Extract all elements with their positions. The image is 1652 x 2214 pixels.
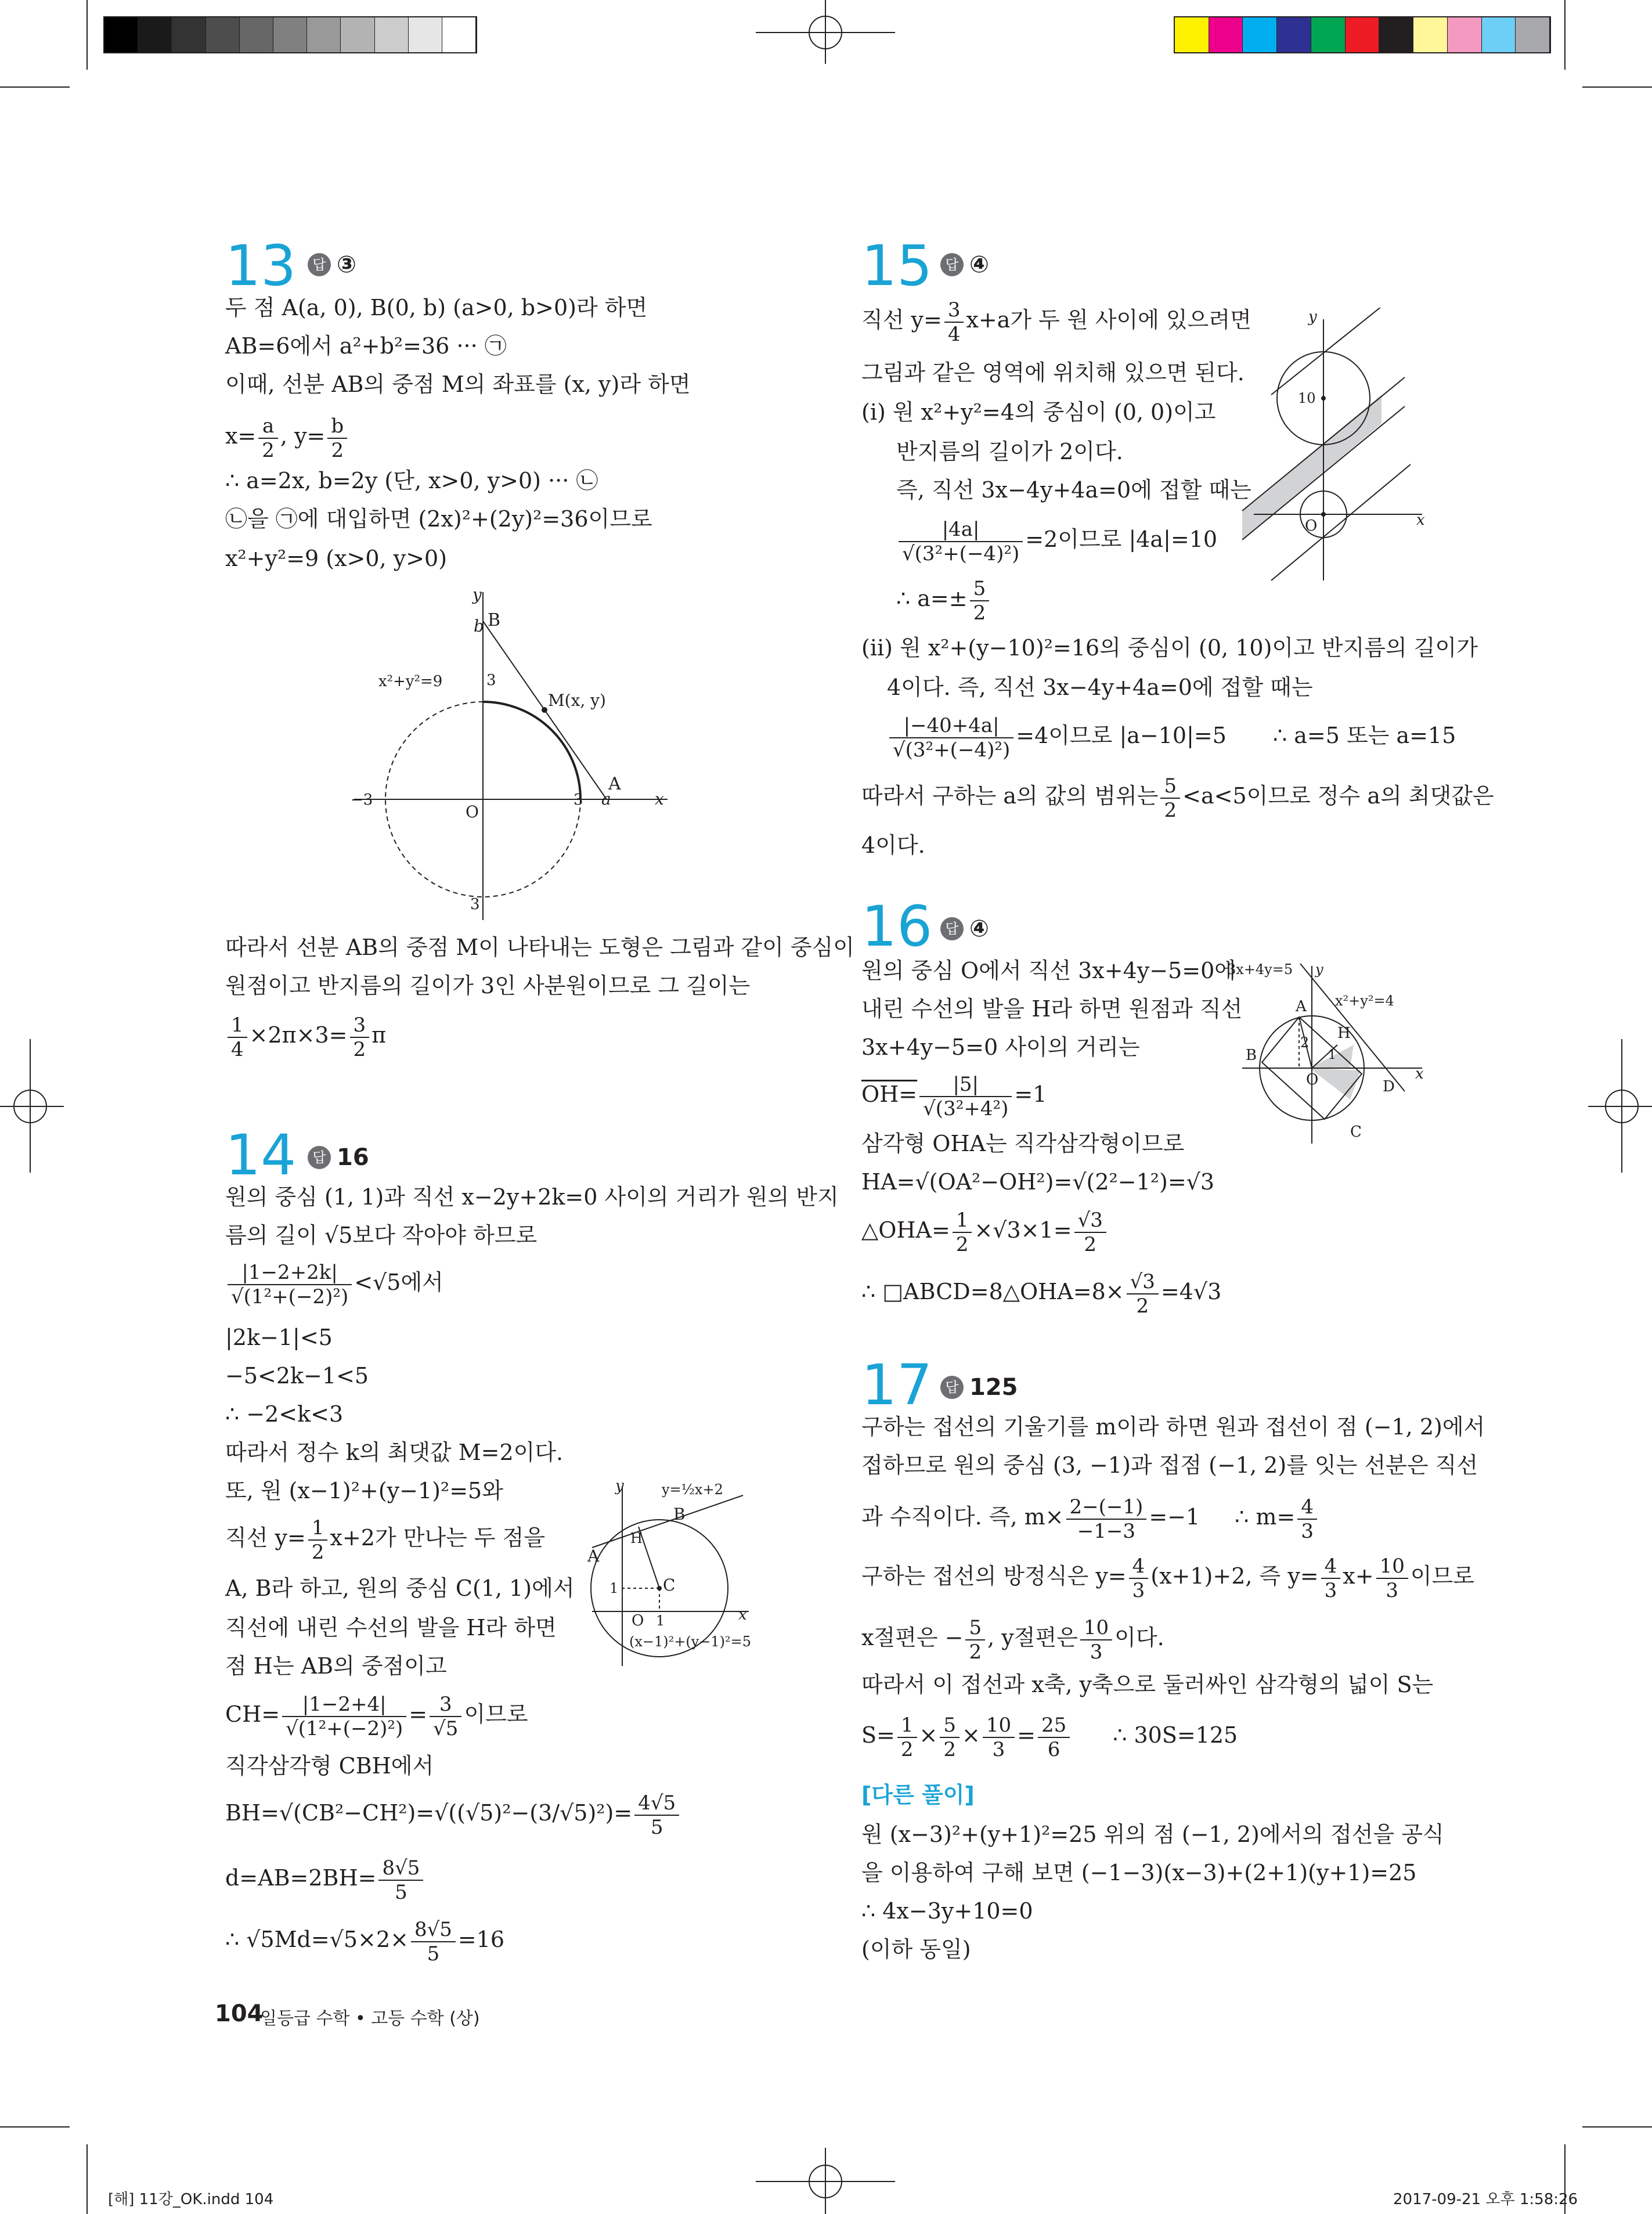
- text: ∴ a=±: [896, 586, 968, 611]
- answer-badge: 답: [940, 253, 964, 276]
- text: <√5에서: [354, 1270, 443, 1295]
- text: ×√3×1=: [974, 1217, 1072, 1243]
- text: 직선 y=: [861, 307, 942, 333]
- answer-badge: 답: [308, 253, 331, 276]
- text-line: 름의 길이 √5보다 작아야 하므로: [225, 1223, 538, 1248]
- fig-label: x: [655, 789, 664, 809]
- fraction: $\frac{|1-2+2k|}{\text{√(1²+(−2)²)}}$: [228, 1261, 352, 1308]
- answer-value: ④: [969, 915, 989, 942]
- text: 이다.: [1114, 1625, 1164, 1650]
- text-line: 을 이용하여 구해 보면 (−1−3)(x−3)+(2+1)(y+1)=25: [861, 1860, 1417, 1885]
- text: ∴ 30S=125: [1113, 1722, 1238, 1748]
- fig-label: O: [466, 802, 479, 821]
- text: ∴ √5Md=√5×2×: [225, 1927, 409, 1952]
- text-line: x²+y²=9 (x>0, y>0): [225, 546, 448, 571]
- text: (x+1)+2, 즉 y=: [1150, 1563, 1319, 1589]
- fraction: $\frac{b}{2}$: [327, 414, 347, 462]
- figure-circle-rectangle: [1219, 952, 1434, 1149]
- figure-circle-chord: [575, 1474, 807, 1672]
- fraction: $\frac{4}{3}$: [1129, 1555, 1149, 1602]
- text-line: 직선에 내린 수선의 발을 H라 하면: [225, 1615, 557, 1640]
- text-line: ㉡을 ㉠에 대입하면 (2x)²+(2y)²=36이므로: [225, 506, 652, 532]
- answer-value: ③: [337, 251, 356, 278]
- fig-label: M(x, y): [548, 691, 606, 710]
- fraction: $\frac{|5|}{\text{√(3²+4²)}}$: [919, 1073, 1012, 1120]
- text: <a<5이므로 정수 a의 최댓값은: [1182, 783, 1494, 809]
- text-line: 또, 원 (x−1)²+(y−1)²=5와: [225, 1478, 503, 1503]
- fraction: $\frac{|1-2+4|}{\text{√(1²+(−2)²)}}$: [282, 1693, 406, 1740]
- text-line: 원 (x−3)²+(y+1)²=25 위의 점 (−1, 2)에서의 접선을 공식: [861, 1822, 1444, 1847]
- text: =16: [457, 1927, 505, 1952]
- fraction: $\frac{5}{2}$: [970, 577, 990, 625]
- fraction: $\frac{|4a|}{\text{√(3²+(−4)²)}}$: [899, 518, 1023, 565]
- problem-number-14: 14: [225, 1123, 297, 1188]
- fraction: $\frac{√3}{2}$: [1127, 1270, 1159, 1318]
- text: x+2가 만나는 두 점을: [330, 1525, 546, 1550]
- fraction: $\frac{√3}{2}$: [1074, 1209, 1106, 1256]
- text-line: (이하 동일): [861, 1937, 971, 1962]
- formula-line: [861, 770, 1494, 822]
- figure-quarter-circle: [348, 586, 673, 929]
- fig-label: C: [1350, 1123, 1362, 1141]
- answer-badge: 답: [940, 917, 964, 940]
- figure-two-circles-band: [1236, 308, 1434, 586]
- text-line: 이때, 선분 AB의 중점 M의 좌표를 (x, y)라 하면: [225, 372, 691, 397]
- fraction: $\frac{8√5}{5}$: [378, 1856, 423, 1904]
- formula-line: [225, 1256, 443, 1308]
- text-line: (ⅰ) 원 x²+y²=4의 중심이 (0, 0)이고: [861, 399, 1216, 425]
- text: ×: [962, 1722, 980, 1748]
- text-line: |2k−1|<5: [225, 1325, 333, 1350]
- fraction: $\frac{10}{3}$: [983, 1714, 1015, 1761]
- fraction: $\frac{5}{2}$: [940, 1714, 960, 1761]
- formula-line: [861, 1611, 1164, 1664]
- text: x+: [1343, 1563, 1374, 1589]
- formula-line: [225, 1913, 504, 1966]
- text: ∴ m=: [1235, 1504, 1296, 1530]
- text: =4√3: [1160, 1279, 1222, 1304]
- fraction: $\frac{3}{2}$: [350, 1014, 370, 1061]
- text-line: 반지름의 길이가 2이다.: [896, 439, 1123, 464]
- text-line: 직각삼각형 CBH에서: [225, 1753, 434, 1779]
- text-line: 3x+4y−5=0 사이의 거리는: [861, 1034, 1140, 1060]
- fraction: $\frac{1}{2}$: [897, 1714, 917, 1761]
- text: x+a가 두 원 사이에 있으려면: [966, 307, 1251, 333]
- formula-line: [861, 1709, 1238, 1761]
- fig-label: y=½x+2: [662, 1481, 723, 1498]
- fig-label: A: [587, 1546, 600, 1566]
- text: 과 수직이다. 즉, m×: [861, 1504, 1064, 1530]
- text-line: 구하는 접선의 기울기를 m이라 하면 원과 접선이 점 (−1, 2)에서: [861, 1414, 1485, 1440]
- text: OH=: [861, 1081, 918, 1107]
- problem-number-15: 15: [861, 233, 933, 298]
- problem-number-13: 13: [225, 233, 297, 298]
- text-line: −5<2k−1<5: [225, 1363, 369, 1389]
- fig-label: B: [488, 610, 501, 630]
- text: CH=: [225, 1701, 280, 1727]
- fraction: $\frac{a}{2}$: [258, 414, 278, 462]
- formula-line: [225, 1512, 545, 1564]
- fig-label: H: [630, 1530, 643, 1546]
- fig-label: C: [663, 1575, 676, 1595]
- fig-label: y: [615, 1477, 624, 1495]
- formula-line: [887, 709, 1456, 762]
- text: 이므로: [464, 1701, 528, 1727]
- fig-label: y: [1308, 308, 1317, 326]
- fig-label: 10: [1298, 390, 1316, 406]
- text: =2이므로 |4a|=10: [1025, 527, 1218, 552]
- text-line: 따라서 선분 AB의 중점 M이 나타내는 도형은 그림과 같이 중심이: [225, 935, 854, 960]
- text-line: (ⅱ) 원 x²+(y−10)²=16의 중심이 (0, 10)이고 반지름의 길이가: [861, 635, 1478, 661]
- formula-line: [861, 1550, 1474, 1602]
- formula-line: [896, 513, 1217, 565]
- formula-line: [861, 294, 1251, 346]
- formula-line: [861, 1068, 1047, 1120]
- fig-label: 1: [1328, 1048, 1336, 1062]
- fig-label: 1: [656, 1613, 665, 1629]
- text: ×2π×3=: [249, 1022, 348, 1048]
- text: =1: [1014, 1081, 1047, 1107]
- text-line: 즉, 직선 3x−4y+4a=0에 접할 때는: [896, 477, 1251, 503]
- text-line: 삼각형 OHA는 직각삼각형이므로: [861, 1131, 1185, 1156]
- answer-value: ④: [969, 251, 989, 278]
- formula-line: [225, 1787, 681, 1839]
- fraction: $\frac{1}{2}$: [308, 1516, 328, 1564]
- fig-label: b: [474, 616, 484, 636]
- fig-label: 1: [609, 1580, 619, 1596]
- page-number: 104: [215, 2000, 264, 2027]
- fraction: $\frac{25}{6}$: [1038, 1714, 1070, 1761]
- formula-line: [861, 1265, 1221, 1318]
- text: 직선 y=: [225, 1525, 306, 1550]
- fig-label: 3x+4y=5: [1227, 961, 1293, 978]
- fraction: $\frac{3}{4}$: [944, 298, 964, 346]
- answer-badge: 답: [308, 1146, 331, 1169]
- text-line: 그림과 같은 영역에 위치해 있으면 된다.: [861, 360, 1245, 385]
- text: ∴ a=5 또는 a=15: [1272, 723, 1456, 748]
- text: =: [409, 1701, 428, 1727]
- text-line: A, B라 하고, 원의 중심 C(1, 1)에서: [225, 1575, 575, 1601]
- text-line: 4이다. 즉, 직선 3x−4y+4a=0에 접할 때는: [887, 675, 1313, 700]
- text-line: 따라서 정수 k의 최댓값 M=2이다.: [225, 1440, 564, 1465]
- text-line: 원의 중심 O에서 직선 3x+4y−5=0에: [861, 958, 1236, 983]
- text: =−1: [1149, 1504, 1200, 1530]
- fig-label: −3: [351, 791, 373, 809]
- text-line: 내린 수선의 발을 H라 하면 원점과 직선: [861, 996, 1243, 1022]
- answer-badge: 답: [940, 1376, 964, 1399]
- fig-label: H: [1337, 1025, 1351, 1042]
- fig-label: O: [632, 1612, 644, 1629]
- text-line: 접하므로 원의 중심 (3, −1)과 접점 (−1, 2)를 잇는 선분은 직선: [861, 1452, 1478, 1478]
- fraction: $\frac{2-(-1)}{-1-3}$: [1066, 1495, 1147, 1543]
- text: 따라서 구하는 a의 값의 범위는: [861, 783, 1159, 809]
- fraction: $\frac{3}{√5}$: [430, 1693, 461, 1740]
- fig-label: 2: [1300, 1034, 1310, 1051]
- text: ∴ □ABCD=8△OHA=8×: [861, 1279, 1124, 1304]
- text: =4이므로 |a−10|=5: [1016, 723, 1227, 748]
- text-line: 두 점 A(a, 0), B(0, b) (a>0, b>0)라 하면: [225, 295, 648, 320]
- text-line: 따라서 이 접선과 x축, y축으로 둘러싸인 삼각형의 넓이 S는: [861, 1672, 1434, 1697]
- formula-line: [225, 1852, 425, 1904]
- text-line: HA=√(OA²−OH²)=√(2²−1²)=√3: [861, 1169, 1215, 1195]
- fig-label: x²+y²=9: [378, 673, 443, 690]
- fig-label: O: [1305, 517, 1318, 535]
- fig-label: 3: [470, 896, 480, 913]
- fraction: $\frac{|-40+4a|}{\text{√(3²+(−4)²)}}$: [889, 714, 1013, 762]
- text: , y=: [280, 423, 326, 449]
- text: x=: [225, 423, 257, 449]
- text: 이므로: [1410, 1563, 1474, 1589]
- text: S=: [861, 1722, 895, 1748]
- fig-label: 3: [486, 672, 496, 689]
- fig-label: B: [1246, 1047, 1257, 1064]
- fraction: $\frac{4√5}{5}$: [634, 1791, 679, 1839]
- answer-value: 125: [969, 1374, 1018, 1401]
- text: d=AB=2BH=: [225, 1865, 377, 1891]
- fig-label: O: [1306, 1071, 1319, 1088]
- fig-label: x: [1415, 1065, 1424, 1083]
- text-line: 원점이고 반지름의 길이가 3인 사분원이므로 그 길이는: [225, 973, 751, 998]
- problem-number-17: 17: [861, 1353, 933, 1418]
- text-line: ∴ −2<k<3: [225, 1401, 344, 1427]
- text-line: 원의 중심 (1, 1)과 직선 x−2y+2k=0 사이의 거리가 원의 반지: [225, 1184, 839, 1210]
- fig-label: y: [472, 586, 482, 604]
- text-line: ∴ a=2x, b=2y (단, x>0, y>0) ··· ㉡: [225, 468, 598, 493]
- fig-label: (x−1)²+(y−1)²=5: [629, 1634, 752, 1650]
- fraction: $\frac{1}{2}$: [953, 1209, 972, 1256]
- fig-label: x: [1416, 511, 1425, 529]
- answer-value: 16: [337, 1144, 369, 1171]
- formula-line: [861, 1491, 1319, 1543]
- text: x절편은 −: [861, 1625, 964, 1650]
- problem-number-16: 16: [861, 894, 933, 959]
- print-date: 2017-09-21 오후 1:58:26: [1393, 2191, 1578, 2208]
- text: π: [371, 1022, 387, 1048]
- formula-line: [225, 410, 349, 462]
- fig-label: B: [673, 1505, 686, 1524]
- fraction: $\frac{5}{2}$: [965, 1616, 985, 1664]
- formula-line: [896, 572, 991, 625]
- fig-label: D: [1383, 1078, 1395, 1095]
- text: BH=√(CB²−CH²)=√((√5)²−(3/√5)²)=: [225, 1800, 633, 1826]
- fraction: $\frac{8√5}{5}$: [411, 1918, 456, 1966]
- text-line: 점 H는 AB의 중점이고: [225, 1653, 447, 1679]
- text: , y절편은: [987, 1625, 1078, 1650]
- alt-solution-label: [다른 풀이]: [861, 1782, 975, 1808]
- fig-label: x: [738, 1606, 747, 1624]
- formula-line: [225, 1688, 528, 1740]
- fig-label: 3: [573, 791, 583, 809]
- fig-label: x²+y²=4: [1335, 993, 1394, 1009]
- text: 구하는 접선의 방정식은 y=: [861, 1563, 1127, 1589]
- fig-label: a: [601, 789, 611, 809]
- text: ×: [919, 1722, 938, 1748]
- file-name: [해] 11강_OK.indd 104: [108, 2191, 274, 2208]
- text-line: AB=6에서 a²+b²=36 ··· ㉠: [225, 333, 507, 359]
- formula-line: [225, 1009, 386, 1061]
- text-line: ∴ 4x−3y+10=0: [861, 1898, 1033, 1924]
- fraction: $\frac{4}{3}$: [1297, 1495, 1317, 1543]
- fraction: $\frac{5}{2}$: [1160, 774, 1180, 822]
- fig-label: A: [1296, 998, 1307, 1015]
- text-line: 4이다.: [861, 832, 925, 858]
- fraction: $\frac{4}{3}$: [1321, 1555, 1341, 1602]
- fraction: $\frac{10}{3}$: [1080, 1616, 1112, 1664]
- text: =: [1017, 1722, 1036, 1748]
- formula-line: [861, 1204, 1109, 1256]
- fraction: $\frac{10}{3}$: [1376, 1555, 1408, 1602]
- fig-label: y: [1315, 961, 1323, 978]
- text: △OHA=: [861, 1217, 950, 1243]
- fig-label: A: [608, 774, 621, 794]
- fraction: $\frac{1}{4}$: [228, 1014, 247, 1061]
- book-title: 일등급 수학 • 고등 수학 (상): [260, 2009, 480, 2029]
